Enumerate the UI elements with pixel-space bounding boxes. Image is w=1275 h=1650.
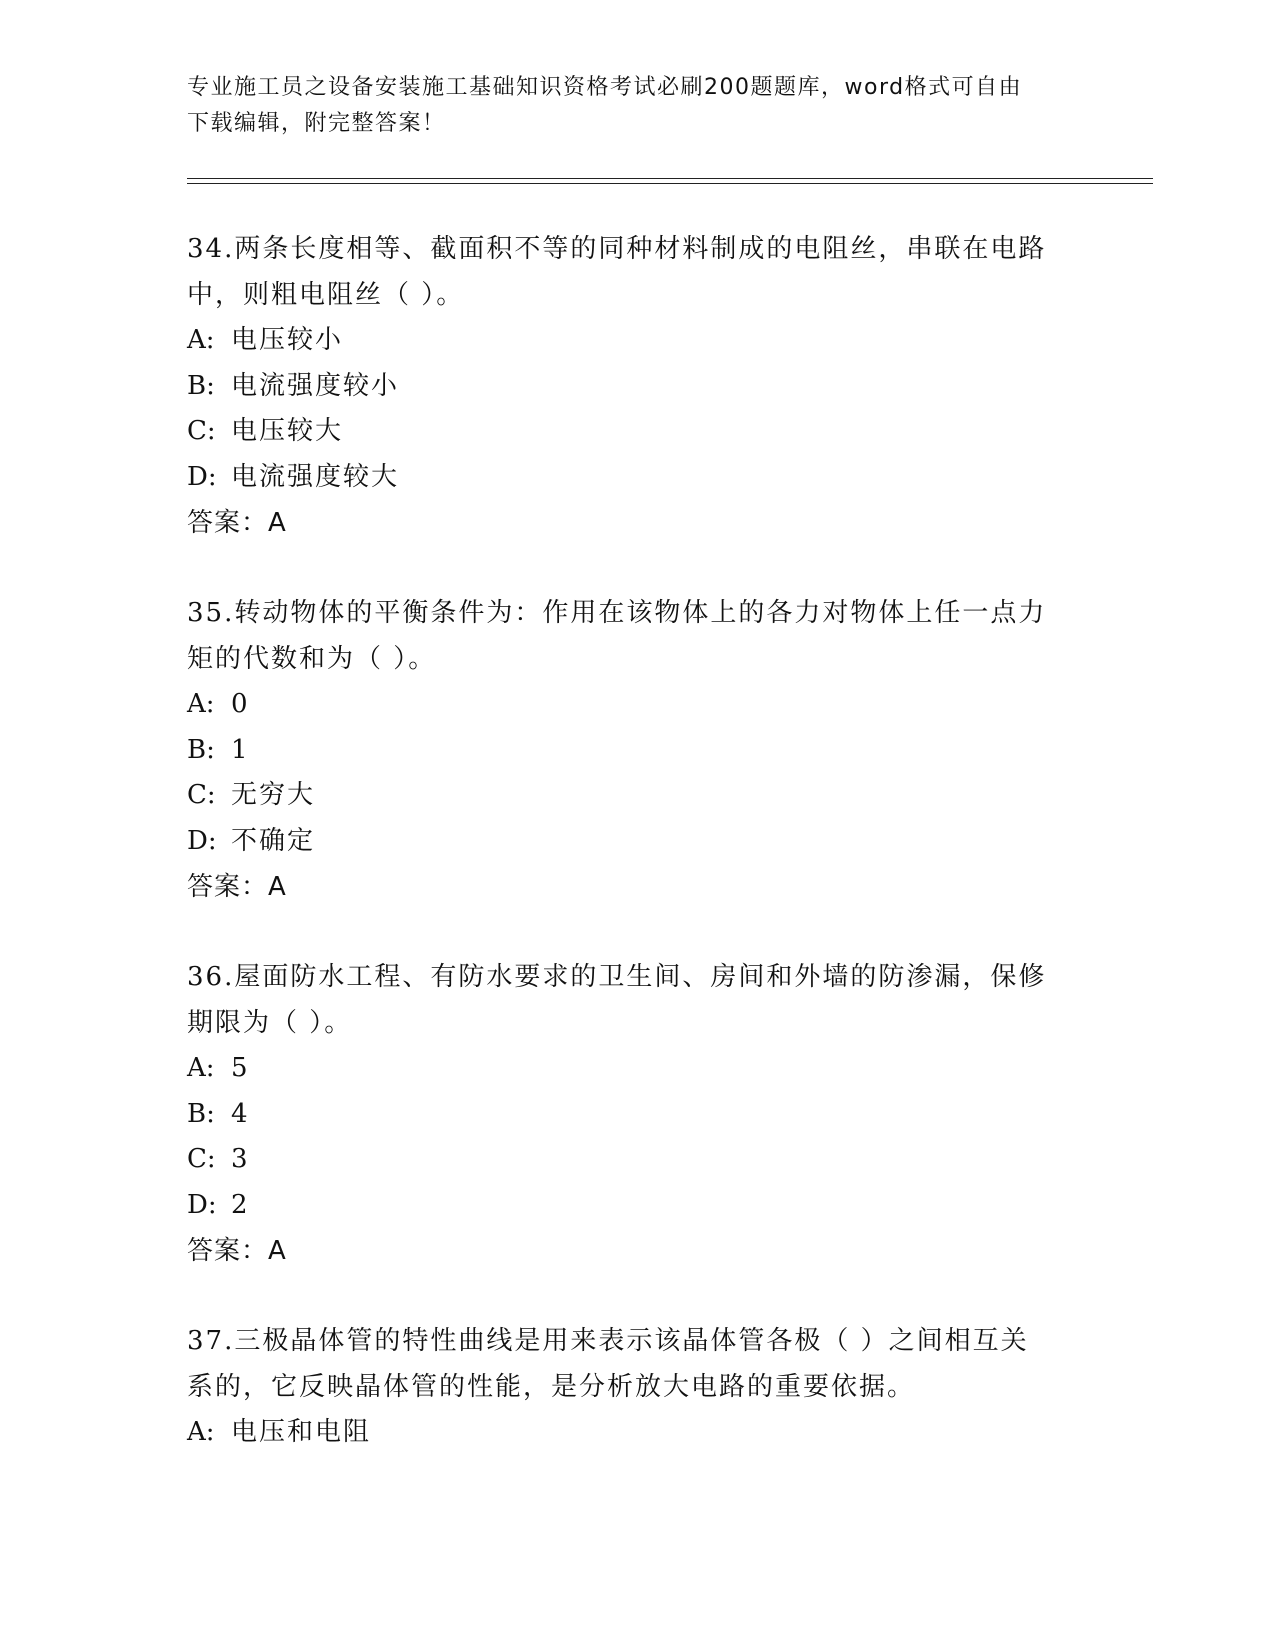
option-text: 1 xyxy=(231,734,250,765)
option-b xyxy=(187,364,1087,410)
option-letter: D: xyxy=(187,825,217,856)
question-37 xyxy=(187,1318,1087,1456)
option-letter: B: xyxy=(187,370,215,401)
document-header xyxy=(187,70,1067,142)
question-34 xyxy=(187,226,1087,546)
question-stem-line-2: 中，则粗电阻丝（ ）。 xyxy=(187,280,465,310)
answer-line: 答案：A xyxy=(187,1236,287,1266)
option-letter: A: xyxy=(187,325,215,355)
option-a xyxy=(187,682,1087,728)
answer-line: 答案：A xyxy=(187,508,287,538)
option-letter: C: xyxy=(187,780,216,810)
option-text: 电压较大 xyxy=(231,416,344,446)
header-divider-bottom xyxy=(187,183,1153,184)
option-letter: A: xyxy=(187,1417,215,1447)
option-d xyxy=(187,819,1087,865)
option-c xyxy=(187,1137,1087,1183)
question-35 xyxy=(187,590,1087,910)
option-d xyxy=(187,455,1087,501)
option-text: 5 xyxy=(231,1053,250,1083)
option-a xyxy=(187,1410,1087,1456)
option-letter: A: xyxy=(187,1053,215,1083)
option-c xyxy=(187,773,1087,819)
option-text: 不确定 xyxy=(231,825,316,856)
question-stem-line-1: 36.屋面防水工程、有防水要求的卫生间、房间和外墙的防渗漏，保修 xyxy=(187,962,1047,992)
header-divider-top xyxy=(187,178,1153,179)
header-title-line-1: 专业施工员之设备安装施工基础知识资格考试必刷200题题库，word格式可自由 xyxy=(187,75,1023,100)
option-b xyxy=(187,1092,1087,1138)
option-letter: C: xyxy=(187,1144,216,1174)
option-letter: B: xyxy=(187,1098,215,1129)
option-text: 无穷大 xyxy=(231,780,316,810)
header-title-line-2: 下载编辑，附完整答案！ xyxy=(187,111,446,136)
answer-line: 答案：A xyxy=(187,872,287,902)
question-stem-line-1: 37.三极晶体管的特性曲线是用来表示该晶体管各极（ ）之间相互关 xyxy=(187,1326,1029,1356)
option-letter: A: xyxy=(187,689,215,719)
option-text: 电流强度较大 xyxy=(231,461,400,492)
question-stem-line-1: 34.两条长度相等、截面积不等的同种材料制成的电阻丝，串联在电路 xyxy=(187,234,1047,264)
question-stem-line-2: 矩的代数和为（ ）。 xyxy=(187,644,437,674)
option-text: 电压较小 xyxy=(231,325,344,355)
option-text: 4 xyxy=(231,1098,250,1129)
option-text: 电流强度较小 xyxy=(231,370,400,401)
option-d xyxy=(187,1183,1087,1229)
question-stem-line-2: 系的，它反映晶体管的性能，是分析放大电路的重要依据。 xyxy=(187,1372,916,1402)
question-36 xyxy=(187,954,1087,1274)
option-text: 3 xyxy=(231,1144,250,1174)
option-text: 电压和电阻 xyxy=(231,1417,372,1447)
option-text: 0 xyxy=(231,689,250,719)
option-letter: B: xyxy=(187,734,215,765)
question-stem-line-2: 期限为（ ）。 xyxy=(187,1008,353,1038)
option-letter: D: xyxy=(187,461,217,492)
option-c xyxy=(187,409,1087,455)
option-letter: C: xyxy=(187,416,216,446)
option-a xyxy=(187,1046,1087,1092)
option-a xyxy=(187,318,1087,364)
option-letter: D: xyxy=(187,1189,217,1220)
question-stem-line-1: 35.转动物体的平衡条件为：作用在该物体上的各力对物体上任一点力 xyxy=(187,598,1047,628)
option-text: 2 xyxy=(231,1189,250,1220)
option-b xyxy=(187,728,1087,774)
